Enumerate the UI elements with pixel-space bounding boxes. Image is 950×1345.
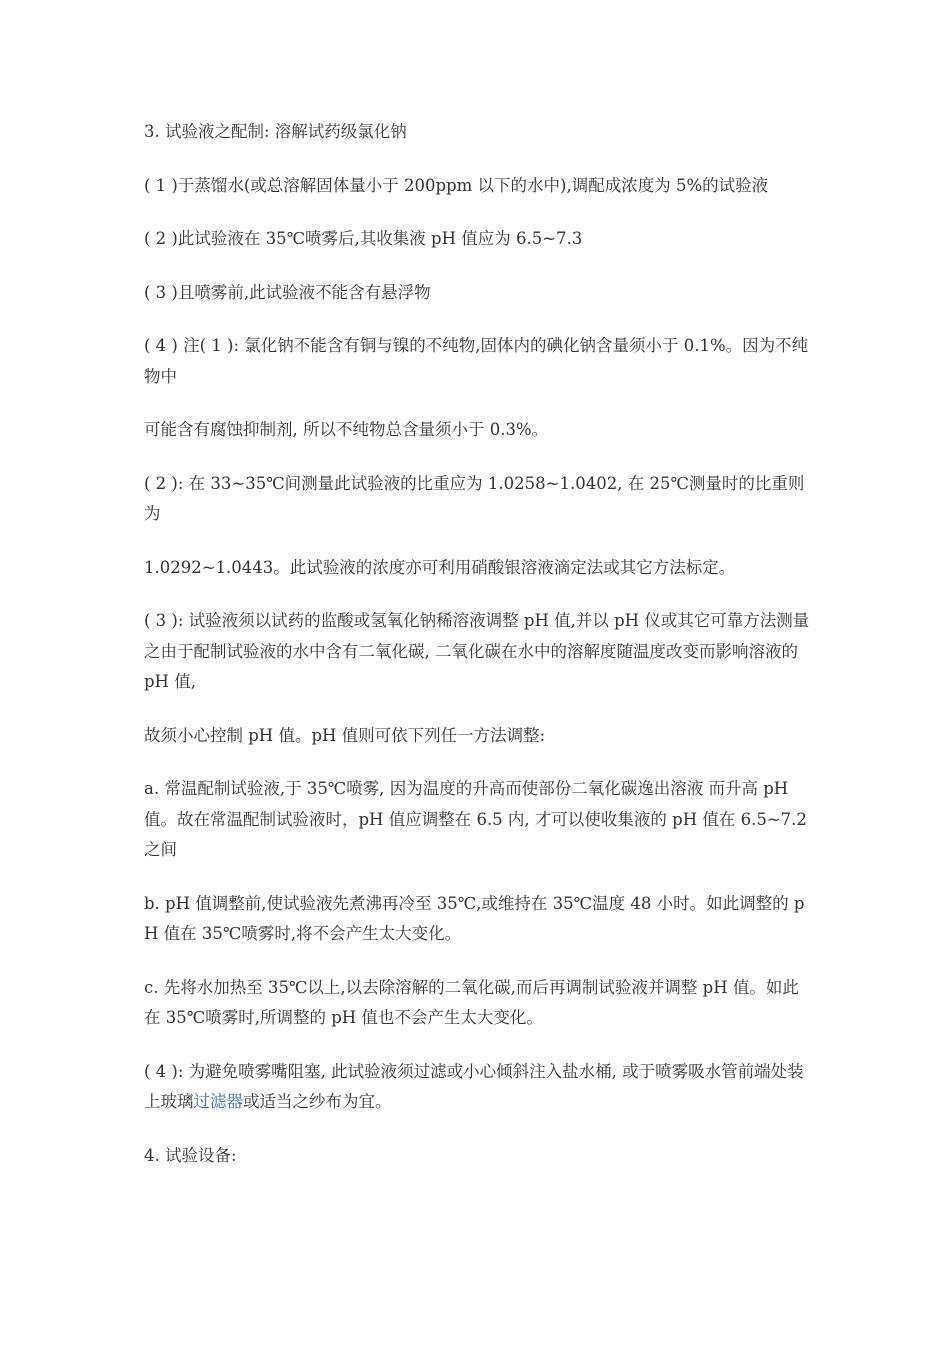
document-body (144, 117, 810, 1194)
paragraph: 1.0292~1.0443。此试验液的浓度亦可利用硝酸银溶液滴定法或其它方法标定。 (144, 557, 736, 577)
paragraph: ( 4 ) 注( 1 ): 氯化钠不能含有铜与镍的不纯物,固体内的碘化钠含量须小于 0.1%。因为不纯物中 (144, 336, 809, 386)
section-heading-3: 3. 试验液之配制: 溶解试药级氯化钠 (144, 122, 407, 141)
list-item-a: a. 常温配制试验液,于 35℃喷雾, 因为温度的升高而使部份二氧化碳逸出溶液 而升高 pH 值。故在常温配制试验液时，pH 值应调整在 6.5 内, 才可以使收集液的 pH 值在 6.5~7.2 之间 (144, 779, 807, 859)
paragraph: 故须小心控制 pH 值。pH 值则可依下列任一方法调整: (144, 725, 546, 745)
paragraph: ( 2 ): 在 33~35℃间测量此试验液的比重应为 1.0258~1.0402, 在 25℃测量时的比重则为 (144, 473, 805, 523)
list-item-c: c. 先将水加热至 35℃以上,以去除溶解的二氧化碳,而后再调制试验液并调整 pH 值。如此在 35℃喷雾时,所调整的 pH 值也不会产生太大变化。 (144, 977, 799, 1027)
paragraph: 可能含有腐蚀抑制剂, 所以不纯物总含量须小于 0.3%。 (144, 420, 549, 439)
paragraph-with-link (144, 1057, 810, 1118)
paragraph: ( 1 )于蒸馏水(或总溶解固体量小于 200ppm 以下的水中),调配成浓度为 5%的试验液 (144, 175, 769, 195)
paragraph: ( 2 )此试验液在 35℃喷雾后,其收集液 pH 值应为 6.5~7.3 (144, 229, 583, 248)
paragraph-text: 或适当之纱布为宜。 (243, 1092, 392, 1111)
section-heading-4: 4. 试验设备: (144, 1145, 237, 1165)
paragraph: ( 3 )且喷雾前,此试验液不能含有悬浮物 (144, 282, 431, 302)
paragraph: ( 3 ): 试验液须以试药的监酸或氢氧化钠稀溶液调整 pH 值,并以 pH 仪或其它可靠方法测量之由于配制试验液的水中含有二氧化碳, 二氧化碳在水中的溶解度随温度改变而影响溶液的 pH 值, (144, 611, 810, 691)
list-item-b: b. pH 值调整前,使试验液先煮沸再冷至 35℃,或维持在 35℃温度 48 小时。如此调整的 pH 值在 35℃喷雾时,将不会产生太大变化。 (144, 893, 805, 943)
paragraph-text: ( 4 ): 为避免喷雾嘴阻塞, 此试验液须过滤或小心倾斜注入盐水桶, 或于喷雾吸水管前端处装上玻璃 (144, 1061, 804, 1111)
filter-link[interactable]: 过滤器 (193, 1092, 243, 1111)
